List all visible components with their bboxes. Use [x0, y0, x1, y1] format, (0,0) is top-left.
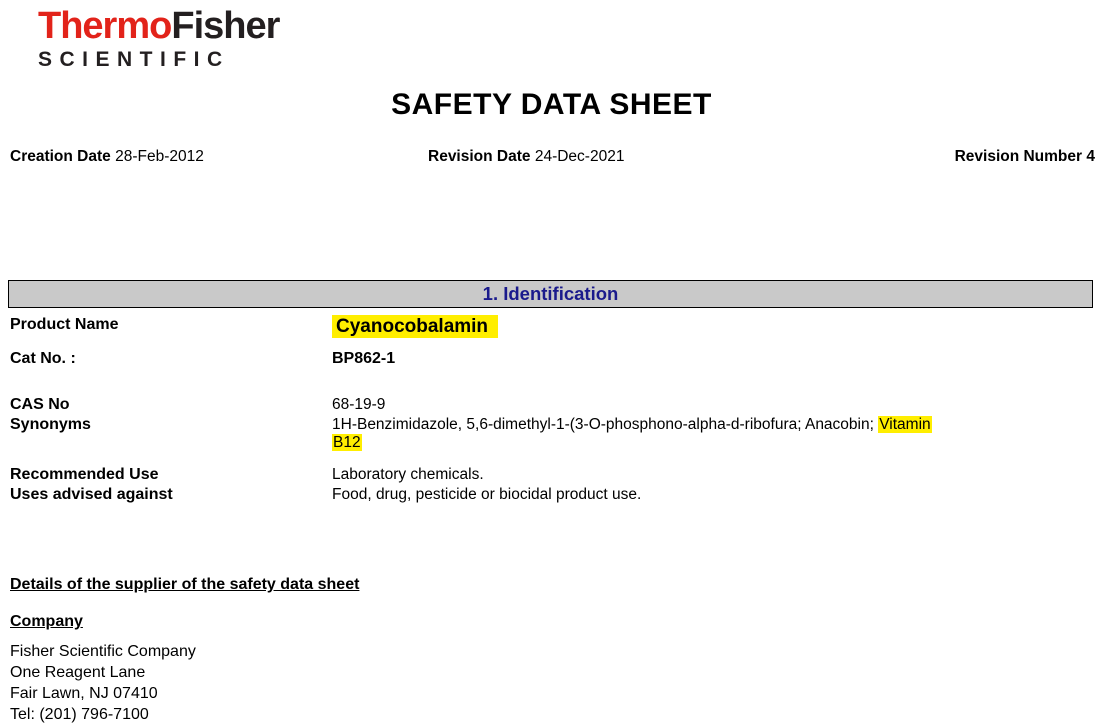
creation-date [10, 148, 204, 166]
product-name-value: Cyanocobalamin [332, 315, 498, 338]
row-cas-no [10, 396, 1095, 416]
recommended-use-value: Laboratory chemicals. [332, 466, 484, 483]
revision-number [955, 148, 1095, 166]
uses-advised-against-label: Uses advised against [10, 486, 173, 503]
creation-date-value: 28-Feb-2012 [115, 148, 204, 165]
revision-date-label: Revision Date [428, 148, 531, 165]
product-name-label: Product Name [10, 316, 119, 333]
document-meta [10, 148, 1095, 170]
company-name: Fisher Scientific Company [10, 643, 196, 660]
section-header-identification: 1. Identification [8, 280, 1093, 308]
synonyms-highlight-vitamin: Vitamin [879, 416, 931, 433]
cat-no-label: Cat No. : [10, 350, 76, 367]
page-title: SAFETY DATA SHEET [391, 88, 712, 121]
company-address-block [10, 641, 196, 725]
company-heading: Company [10, 613, 83, 630]
address-line-1: One Reagent Lane [10, 664, 146, 681]
revision-date-value: 24-Dec-2021 [534, 148, 625, 165]
logo-wordmark [38, 6, 338, 46]
row-cat-no [10, 350, 1095, 396]
row-uses-advised-against [10, 486, 1095, 526]
logo-thermo-text: Thermo [38, 5, 172, 47]
synonyms-value: 1H-Benzimidazole, 5,6-dimethyl-1-(3-O-phosphono-alpha-d-ribofura; Anacobin; [332, 416, 874, 433]
revision-date [428, 148, 624, 166]
revision-number-value: 4 [1086, 148, 1095, 165]
cat-no-value: BP862-1 [332, 350, 396, 367]
recommended-use-label: Recommended Use [10, 466, 159, 483]
supplier-details-heading: Details of the supplier of the safety data sheet [10, 576, 360, 593]
identification-section [10, 316, 1095, 526]
logo-tagline: SCIENTIFIC [38, 48, 230, 71]
synonyms-label: Synonyms [10, 416, 91, 433]
address-line-2: Fair Lawn, NJ 07410 [10, 685, 158, 702]
synonyms-value-wrap [332, 416, 1095, 452]
cas-no-label: CAS No [10, 396, 70, 413]
creation-date-label: Creation Date [10, 148, 111, 165]
row-synonyms [10, 416, 1095, 466]
product-name-value-wrap [332, 316, 1095, 338]
cas-no-value: 68-19-9 [332, 396, 386, 413]
uses-advised-against-value: Food, drug, pesticide or biocidal product use. [332, 486, 642, 503]
logo-fisher-text: Fisher [171, 5, 280, 47]
company-phone: Tel: (201) 796-7100 [10, 706, 149, 723]
revision-number-label: Revision Number [954, 148, 1083, 165]
row-product-name [10, 316, 1095, 350]
thermofisher-logo [38, 6, 338, 72]
synonyms-highlight-b12: B12 [333, 434, 361, 451]
row-recommended-use [10, 466, 1095, 486]
